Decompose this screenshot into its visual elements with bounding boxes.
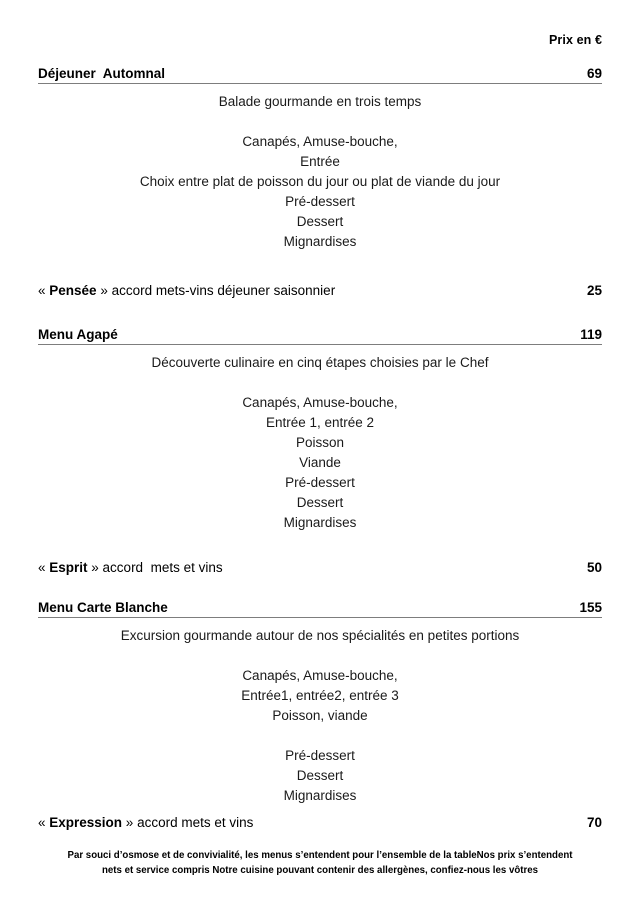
spacer [38,832,602,848]
footer-line-2: nets et service compris Notre cuisine pouvant contenir des allergènes, confiez-nous les vôtres [101,865,539,876]
pairing-name: Esprit [49,560,88,575]
pairing-description: accord mets et vins [102,560,223,575]
open-guillemet: « [38,283,50,298]
course-line: Canapés, Amuse-bouche, [242,668,398,683]
course-line: Mignardises [283,788,357,803]
pairing-label [38,814,253,832]
course-line: Pré-dessert [285,475,355,490]
menu-tagline: Excursion gourmande autour de nos spécialités en petites portions [120,628,520,643]
course-line: Entrée [300,154,340,169]
spacer [38,806,602,814]
open-guillemet: « [38,560,50,575]
pairing-name: Pensée [49,283,97,298]
price-column-header: Prix en € [548,33,602,47]
close-guillemet: » [122,815,138,830]
pairing-description: accord mets-vins déjeuner saisonnier [111,283,336,298]
pairing-label [38,282,335,300]
spacer [38,533,602,559]
spacer [38,300,602,326]
menu-price: 155 [579,600,602,615]
course-line: Pré-dessert [285,748,355,763]
menu-courses-dejeuner-automnal [38,92,602,252]
course-line: Viande [299,455,341,470]
pairing-description: accord mets et vins [137,815,254,830]
pairing-label [38,559,223,577]
footer-line-1: Par souci d’osmose et de convivialité, les menus s’entendent pour l’ensemble de la tableNos prix s’entendent [67,850,573,861]
spacer [38,252,602,282]
menu-title-row-menu-carte-blanche [38,599,602,618]
menu-courses-menu-agape [38,353,602,533]
pairing-row-expression [38,814,602,832]
course-line: Poisson [295,435,345,450]
course-line: Mignardises [283,515,357,530]
footer-disclaimer [38,848,602,878]
course-line: Dessert [296,495,344,510]
menu-title-row-dejeuner-automnal [38,65,602,84]
menu-title: Déjeuner Automnal [38,66,166,81]
menu-tagline: Balade gourmande en trois temps [218,94,422,109]
course-line: Dessert [296,768,344,783]
menu-title: Menu Carte Blanche [38,600,168,615]
course-line: Pré-dessert [285,194,355,209]
pairing-price: 50 [586,560,602,575]
spacer [38,577,602,599]
menu-price: 119 [580,327,602,342]
menu-title-row-menu-agape [38,326,602,345]
menu-price: 69 [586,66,602,81]
course-line: Choix entre plat de poisson du jour ou plat de viande du jour [139,174,501,189]
course-line: Entrée 1, entrée 2 [265,415,375,430]
spacer [38,618,602,626]
course-line: Canapés, Amuse-bouche, [242,395,398,410]
pairing-row-esprit [38,559,602,577]
spacer [38,84,602,92]
close-guillemet: » [87,560,103,575]
spacer [38,345,602,353]
course-line: Entrée1, entrée2, entrée 3 [241,688,399,703]
menu-tagline: Découverte culinaire en cinq étapes choisies par le Chef [151,355,489,370]
close-guillemet: » [96,283,112,298]
pairing-name: Expression [49,815,123,830]
course-line: Mignardises [283,234,357,249]
course-line: Poisson, viande [272,708,368,723]
pairing-row-pensee [38,282,602,300]
pairing-price: 25 [586,283,602,298]
pairing-price: 70 [586,815,602,830]
spacer [38,47,602,65]
menu-title: Menu Agapé [38,327,118,342]
course-line: Canapés, Amuse-bouche, [242,134,398,149]
open-guillemet: « [38,815,50,830]
course-line: Dessert [296,214,344,229]
menu-courses-menu-carte-blanche [38,626,602,806]
